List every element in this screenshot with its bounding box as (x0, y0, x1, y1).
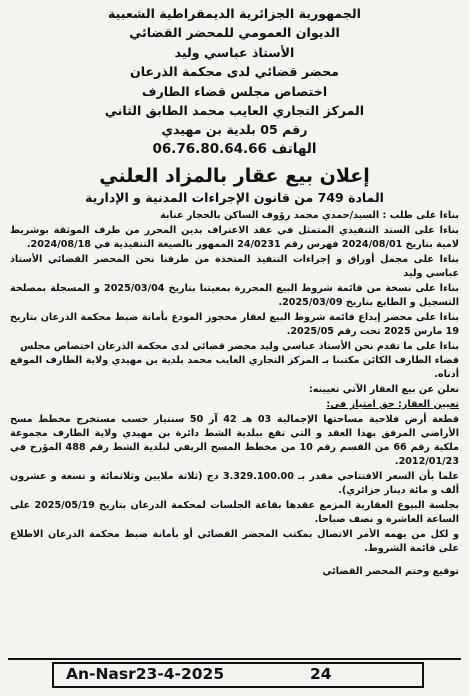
header-jurisdiction: اختصاص مجلس قضاء الطارف (141, 83, 328, 99)
signature-line: توقيع وختم المحضر القضائي (322, 566, 459, 578)
header-municipality: رقم 05 بلدية بن مهيدي (161, 122, 308, 138)
paragraph-announcement: نعلن عن بيع العقار الآتي تعيينه: (308, 384, 459, 396)
notice-title: إعلان بيع عقار بالمزاد العلني (99, 165, 370, 188)
notice-article: المادة 749 من قانون الإجراءات المدنية و الإدارية (85, 190, 384, 206)
header-bailiff-name: الأستاذ عباسي وليد (174, 44, 295, 60)
header-office: الديوان العمومي للمحضر القضائي (129, 25, 340, 41)
bailiff-header (6, 4, 463, 159)
paragraph-request: بناءا على طلب : السيد/حمدي محمد رؤوف الساكن بالحجار عنابة (160, 210, 459, 222)
paragraph-opening-price: علما بأن السعر الافتتاحي مقدر بـ 3.329.100.00 دج (ثلاثة ملايين وثلاثمائة و تسعة و عشرون ألف و مائة دينار جزائري). (10, 470, 459, 497)
paragraph-auction-session: بجلسة البيوع العقارية المزمع عقدها بقاعة الجلسات لمحكمة الذرعان بتاريخ 2025/05/19 على الساعة العاشرة و نصف صباحا. (10, 499, 459, 526)
paragraph-office-location: قضاء الطارف الكائن مكتبنا بـ المركز التجاري العايب محمد بلدية بن مهيدي ولاية الطارف الموقع أدناه. (10, 355, 459, 381)
paragraph-property-heading: تعيين العقار: حق امتياز في: (326, 398, 459, 410)
legal-notice (6, 4, 463, 654)
page-number: 24 (310, 665, 332, 683)
paragraph-property-description: قطعة أرض فلاحية مساحتها الإجمالية 03 هـ 42 آر 50 سنتيار حسب مستخرج مخطط مسح الأراضي المرفق بهذا العقد و التي تقع ببلدية الشط دائرة بن مهيدي ولاية الطارف مجموعة ملكية رقم 66 من القسم رقم 10 من مخطط المسح الريفي لبلدية الشط رقم 488 المؤرخ في 2012/01/23. (10, 413, 459, 468)
paragraph-conditions-list: بناءا على نسخة من قائمة شروط البيع المحررة بمعيتنا بتاريخ 2025/03/04 و المسجلة بمصلحة التسجيل و الطابع بتاريخ 2025/03/09. (10, 282, 459, 308)
header-country: الجمهورية الجزائرية الديمقراطية الشعبية (108, 6, 361, 21)
header-phone: الهاتف 06.76.80.64.66 (152, 140, 317, 157)
publication-date: An-Nasr23-4-2025 (66, 665, 225, 683)
paragraph-contact: و لكل من يهمه الأمر الاتصال بمكتب المحضر القضائي أو بأمانة ضبط محكمة الذرعان الاطلاع على قائمة الشروط. (10, 528, 459, 554)
paragraph-procedures: بناءا على مجمل أوراق و إجراءات التنفيذ المتخذة من طرفنا نحن المحضر القضائي الأستاذ عباسي وليد (10, 253, 459, 280)
paragraph-deposit-record: بناءا على محضر إيداع قائمة شروط البيع لعقار محجوز المودع بأمانة ضبط محكمة الذرعان بتاريخ 19 مارس 2025 تحت رقم 2025/05. (10, 311, 459, 337)
paragraph-enforcement-title: بناءا على السند التنفيذي المتمثل في عقد الاعتراف بدين المحرر من طرف الموثقة بوشريط لامية بتاريخ 2024/08/01 فهرس رقم 24/0231 الممهور بالصيغة التنفيذية في 2024/08/18. (10, 224, 459, 251)
footer-rule (8, 658, 461, 660)
notice-body (6, 209, 463, 556)
paragraph-bailiff: بناءا على ما تقدم نحن الأستاذ عباسي وليد محضر قضائي لدى محكمة الذرعان اختصاص مجلس (20, 340, 459, 352)
page-footer (0, 654, 469, 696)
header-address: المركز التجاري العايب محمد الطابق الثاني (104, 103, 365, 119)
header-court: محضر قضائي لدى محكمة الذرعان (130, 64, 339, 80)
footer-box (52, 662, 424, 688)
